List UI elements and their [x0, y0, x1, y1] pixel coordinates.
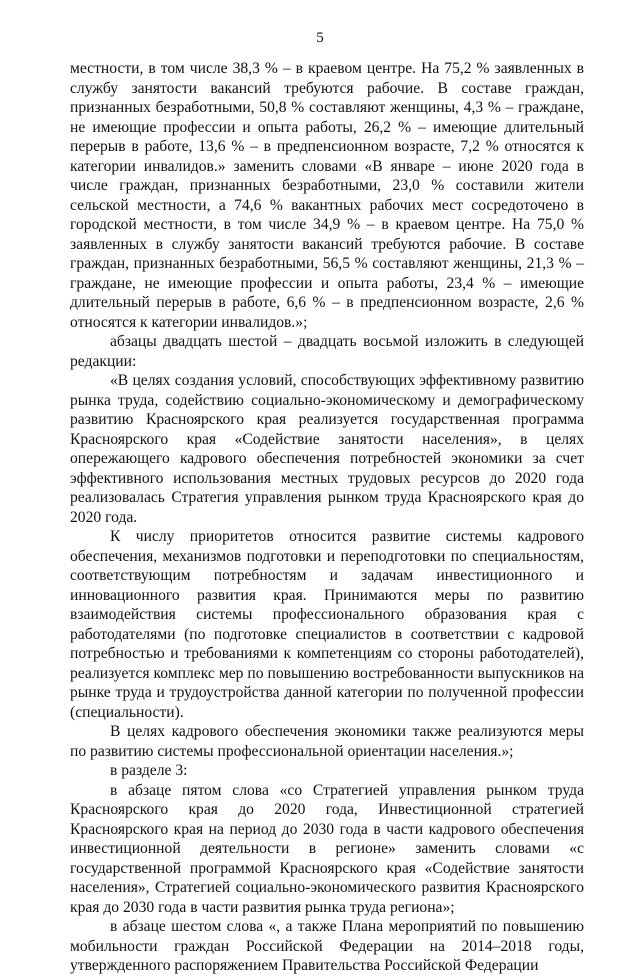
document-body	[70, 59, 584, 976]
paragraph-amendment-intro: абзацы двадцать шестой – двадцать восьмой изложить в следующей редакции:	[70, 333, 584, 370]
paragraph-career-guidance: В целях кадрового обеспечения экономики также реализуются меры по развитию системы профессиональной ориентации населения.»;	[70, 723, 584, 760]
page-number: 5	[316, 30, 324, 46]
paragraph-continuation: местности, в том числе 38,3 % – в краевом центре. На 75,2 % заявленных в службу занятости вакансий требуются рабочие. В составе граждан, признанных безработными, 50,8 % составляют женщины, 4,3 % – граждане, не имеющие профессии и опыта работы, 26,2 % – имеющие длительный перерыв в работе, 13,6 % – в предпенсионном возрасте, 7,2 % относятся к категории инвалидов.» заменить словами «В январе – июне 2020 года в числе граждан, признанных безработными, 23,0 % составили жители сельской местности, а 74,6 % вакантных рабочих мест сосредоточено в городской местности, в том числе 34,9 % – в краевом центре. На 75,0 % заявленных в службу занятости вакансий требуются рабочие. В составе граждан, признанных безработными, 56,5 % составляют женщины, 21,3 % – граждане, не имеющие профессии и опыта работы, 23,4 % – имеющие длительный перерыв в работе, 6,6 % – в предпенсионном возрасте, 2,6 % относятся к категории инвалидов.»;	[70, 60, 584, 331]
paragraph-quoted-goals: «В целях создания условий, способствующих эффективному развитию рынка труда, содействию социально-экономическому и демографическому развитию Красноярского края реализуется государственная программа Красноярского края «Содействие занятости населения», в целях опережающего кадрового обеспечения потребностей экономики за счет эффективного использования местных трудовых ресурсов до 2020 года реализовалась Стратегия управления рынком труда Красноярского края до 2020 года.	[70, 372, 584, 526]
paragraph-fifth-clause: в абзаце пятом слова «со Стратегией управления рынком труда Красноярского края до 2020 года, Инвестиционной стратегией Красноярского края на период до 2030 года в части кадрового обеспечения инвестиционной деятельности в регионе» заменить словами «с государственной программой Красноярского края «Содействие занятости населения», Стратегией социально-экономического развития Красноярского края до 2030 года в части развития рынка труда региона»;	[70, 781, 584, 916]
paragraph-section-3: в разделе 3:	[110, 762, 188, 779]
paragraph-sixth-clause: в абзаце шестом слова «, а также Плана мероприятий по повышению мобильности граждан Российской Федерации на 2014–2018 годы, утвержденного распоряжением Правительства Российской Федерации	[70, 918, 584, 974]
paragraph-priorities: К числу приоритетов относится развитие системы кадрового обеспечения, механизмов подготовки и переподготовки по специальностям, соответствующим потребностям и задачам инвестиционного и инновационного развития края. Принимаются меры по развитию взаимодействия системы профессионального образования края с работодателями (по подготовке специалистов в соответствии с кадровой потребностью и требованиями к компетенциям со стороны работодателей), реализуется комплекс мер по повышению востребованности выпускников на рынке труда и трудоустройства данной категории по полученной профессии (специальности).	[70, 528, 584, 721]
